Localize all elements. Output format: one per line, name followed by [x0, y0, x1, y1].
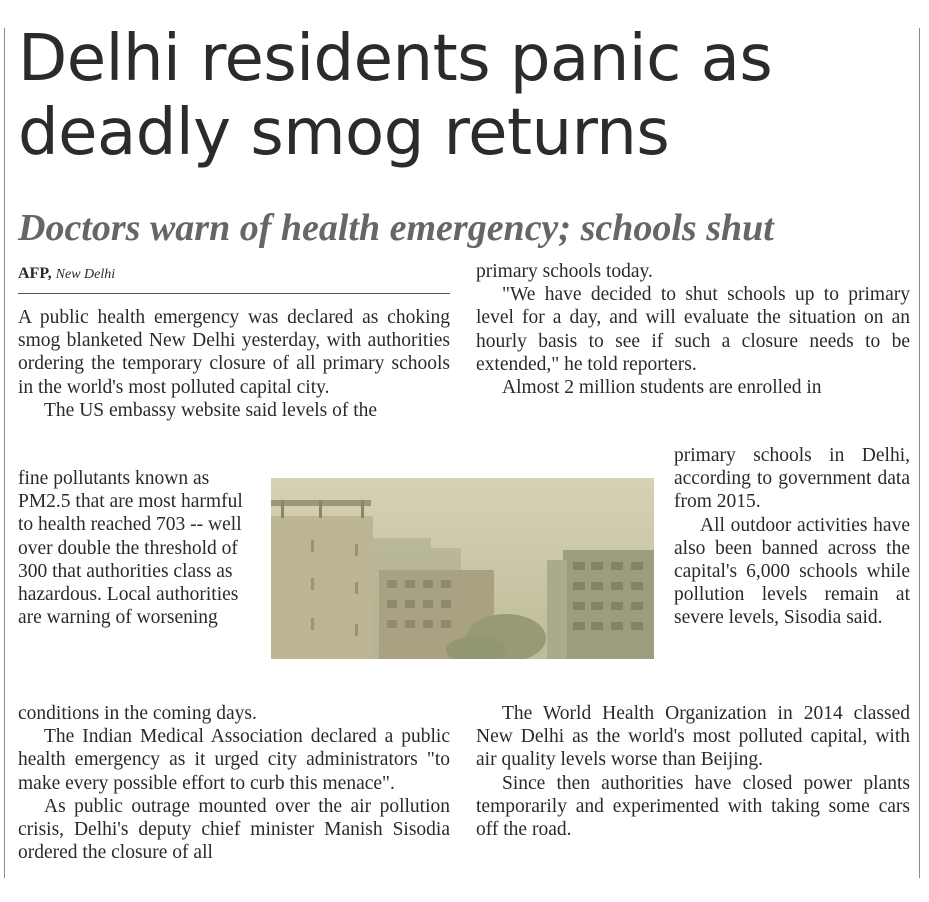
paragraph-3: The Indian Medical Association declared a public health emergency as it urged city administrators "to make every possible effort to curb this menace".	[18, 726, 450, 794]
column-1-top	[18, 306, 450, 422]
column-rule-left	[4, 28, 5, 878]
paragraph-2-lead: The US embassy website said levels of the	[44, 399, 378, 421]
paragraph-4-continued: primary schools today.	[476, 261, 653, 282]
paragraph-9: Since then authorities have closed power plants temporarily and experimented with taking some cars off the road.	[476, 772, 910, 841]
column-rule-right	[919, 28, 920, 878]
headline	[18, 22, 918, 170]
column-2-top	[476, 260, 910, 399]
column-1-bottom	[18, 702, 450, 864]
byline-dateline: New Delhi	[55, 267, 116, 282]
column-2-wrap	[674, 444, 910, 630]
paragraph-4: As public outrage mounted over the air pollution crisis, Delhi's deputy chief minister Manish Sisodia ordered the closure of all	[18, 795, 450, 864]
paragraph-7: All outdoor activities have also been banned across the capital's 6,000 schools while pollution levels remain at severe levels, Sisodia said.	[674, 514, 910, 629]
paragraph-6-wrap: primary schools in Delhi, according to government data from 2015.	[674, 445, 910, 513]
paragraph-6-lead: Almost 2 million students are enrolled in	[502, 377, 822, 399]
paragraph-1: A public health emergency was declared as choking smog blanketed New Delhi yesterday, with authorities ordering the temporary closure of all primary schools in the world's most polluted capital city.	[18, 307, 450, 398]
smog-skyline-illustration	[271, 478, 654, 659]
paragraph-8: The World Health Organization in 2014 classed New Delhi as the world's most polluted capital, with air quality levels worse than Beijing.	[476, 703, 910, 771]
byline	[18, 263, 450, 294]
column-1-wrap	[18, 467, 252, 629]
paragraph-2-wrap: fine pollutants known as PM2.5 that are most harmful to health reached 703 -- well over double the threshold of 300 that authorities class as hazardous. Local authorities are warning of worsening	[18, 468, 243, 629]
paragraph-2-end: conditions in the coming days.	[18, 703, 257, 724]
smog-city-photo	[271, 478, 654, 659]
subheadline: Doctors warn of health emergency; schools shut	[18, 207, 774, 249]
byline-agency: AFP,	[18, 265, 52, 282]
paragraph-5: "We have decided to shut schools up to primary level for a day, and will evaluate the situation on an hourly basis to see if such a closure needs to be extended," he told reporters.	[476, 284, 910, 375]
column-2-bottom	[476, 702, 910, 841]
headline-line-1: Delhi residents panic as	[18, 22, 773, 96]
headline-line-2: deadly smog returns	[18, 96, 670, 170]
